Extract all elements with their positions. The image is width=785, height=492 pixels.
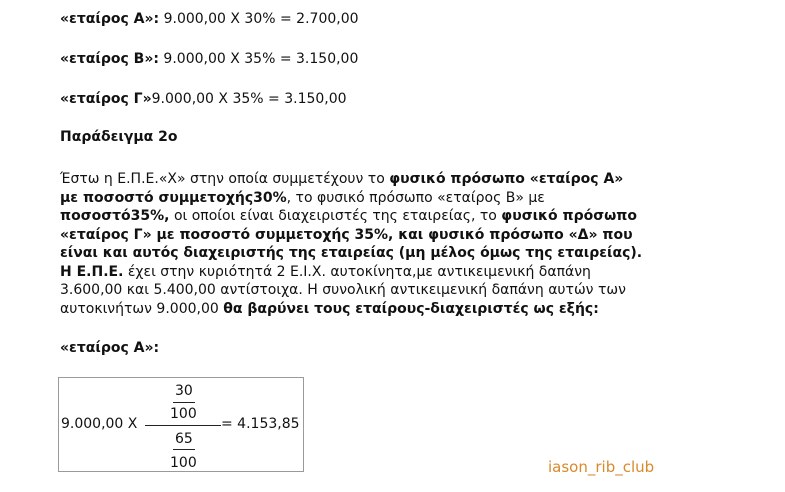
paragraph-line — [60, 263, 700, 282]
paragraph-line — [60, 189, 700, 208]
denominator-bottom: 100 — [170, 455, 197, 471]
partner-c-label: «εταίρος Γ» — [60, 91, 152, 107]
paragraph-line — [60, 170, 700, 189]
text-run: , το φυσικό πρόσωπο «εταίρος Β» με — [286, 189, 545, 206]
paragraph-line — [60, 207, 700, 226]
numerator-fraction-line — [173, 402, 195, 403]
text-run: Έστω η Ε.Π.Ε.«Χ» στην οποία συμμετέχουν το — [60, 171, 390, 187]
formula-result: = 4.153,85 — [221, 416, 300, 432]
text-run-bold: ποσοστό35%, — [60, 208, 170, 224]
paragraph-line: 3.600,00 και 5.400,00 αντίστοιχα. Η συνολική αντικειμενική δαπάνη αυτών των — [60, 282, 626, 298]
calc-line-a — [60, 11, 359, 27]
formula-box — [58, 377, 304, 472]
partner-a-heading: «εταίρος Α»: — [60, 340, 160, 356]
text-run-bold: με ποσοστό συμμετοχής30% — [60, 189, 287, 206]
paragraph-line: «εταίρος Γ» με ποσοστό συμμετοχής 35%, και φυσικό πρόσωπο «Δ» που — [60, 226, 633, 243]
text-run-bold: Η Ε.Π.Ε. — [60, 263, 124, 280]
text-run-bold: φυσικό πρόσωπο «εταίρος Α» — [389, 171, 624, 187]
main-fraction-line — [145, 425, 221, 426]
partner-a-label: «εταίρος Α»: — [60, 11, 160, 27]
watermark: iason_rib_club — [548, 458, 655, 476]
denominator-fraction-line — [173, 449, 195, 450]
denominator-top: 100 — [170, 406, 197, 422]
text-run-bold: φυσικό πρόσωπο — [501, 208, 637, 224]
partner-c-calc: 9.000,00 Χ 35% = 3.150,00 — [151, 91, 347, 107]
partner-a-calc: 9.000,00 Χ 30% = 2.700,00 — [159, 11, 359, 27]
paragraph-line — [60, 300, 700, 319]
calc-line-c — [60, 91, 347, 107]
formula-left: 9.000,00 Χ — [61, 416, 138, 432]
partner-b-label: «εταίρος Β»: — [60, 51, 159, 67]
text-run: οι οποίοι είναι διαχειριστές της εταιρείας, το — [169, 208, 502, 224]
numerator-bottom: 65 — [175, 431, 193, 447]
paragraph-line: είναι και αυτός διαχειριστής της εταιρείας (μη μέλος όμως της εταιρείας). — [60, 245, 643, 261]
text-run: έχει στην κυριότητά 2 Ε.Ι.Χ. αυτοκίνητα,με αντικειμενική δαπάνη — [123, 263, 591, 280]
calc-line-b — [60, 51, 358, 67]
text-run-bold: θα βαρύνει τους εταίρους-διαχειριστές ως εξής: — [223, 300, 599, 317]
text-run: αυτοκινήτων 9.000,00 — [60, 300, 224, 317]
example-paragraph — [60, 170, 700, 318]
numerator-top: 30 — [175, 383, 193, 399]
example-heading: Παράδειγμα 2ο — [60, 129, 178, 145]
partner-b-calc: 9.000,00 Χ 35% = 3.150,00 — [158, 51, 359, 67]
